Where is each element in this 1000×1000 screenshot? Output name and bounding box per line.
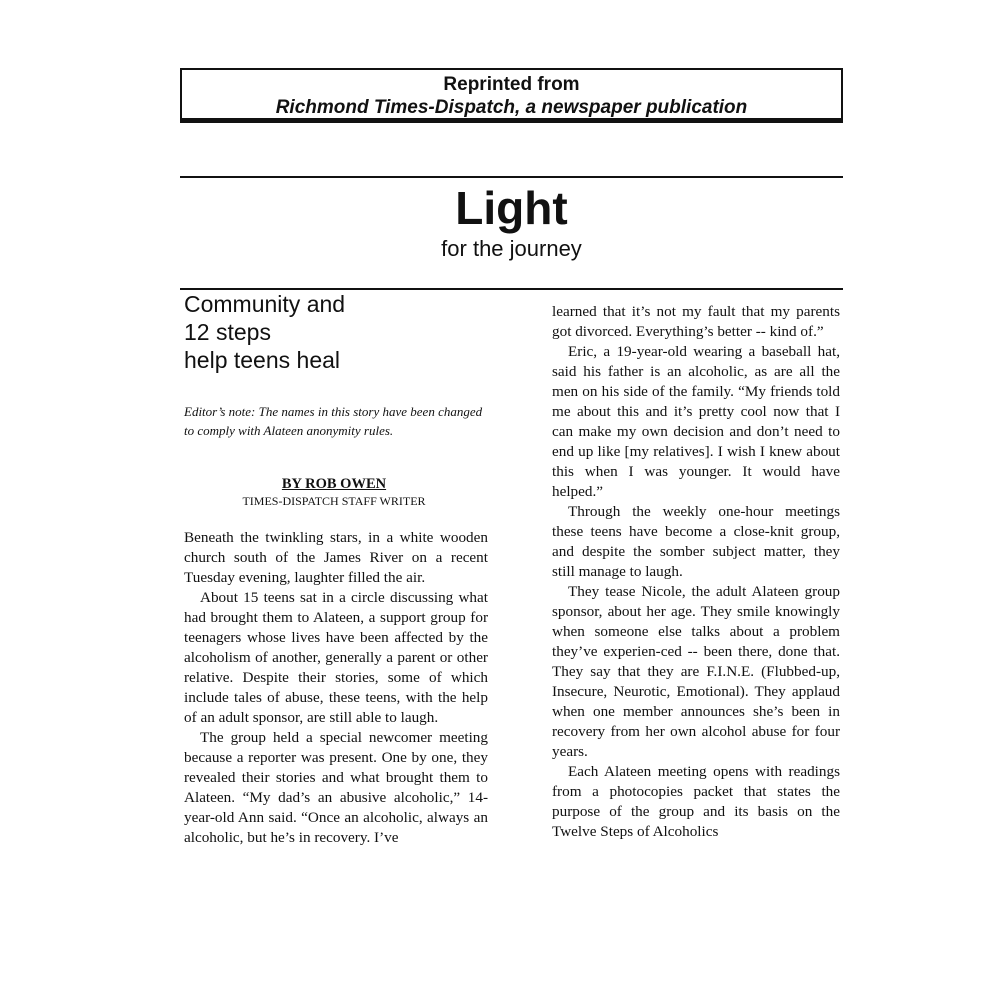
editors-note: Editor’s note: The names in this story have been changed to comply with Alateen anonymity rules. xyxy=(184,404,483,438)
paragraph: Through the weekly one-hour meetings these teens have become a close-knit group, and despite the somber subject matter, they still manage to laugh. xyxy=(552,503,840,580)
deck-line: 12 steps xyxy=(184,319,271,345)
subheadline: for the journey xyxy=(441,236,582,261)
paragraph: About 15 teens sat in a circle discussing what had brought them to Alateen, a support group for teenagers whose lives have been affected by the alcoholism of another, generally a parent or other relative. Despite their stories, some of which include tales of abuse, these teens, with the help of an adult sponsor, are still able to laugh. xyxy=(184,589,488,726)
paragraph: learned that it’s not my fault that my parents got divorced. Everything’s better -- kind of.” xyxy=(552,303,840,340)
reprint-banner xyxy=(180,68,843,123)
headline: Light xyxy=(455,182,568,234)
paragraph: They tease Nicole, the adult Alateen group sponsor, about her age. They smile knowingly when someone else talks about a problem they’ve experien-ced -- been there, done that. They say that they are F.I.N.E. (Flubbed-up, Insecure, Neurotic, Emotional). They applaud when one member announces she’s been in recovery from her own alcohol abuse for four years. xyxy=(552,583,840,760)
paragraph: Each Alateen meeting opens with readings from a photocopies packet that states the purpose of the group and its basis on the Twelve Steps of Alcoholics xyxy=(552,763,840,840)
headline-top-rule xyxy=(180,176,843,178)
reprint-banner-line1: Reprinted from xyxy=(443,74,580,95)
article-column-2 xyxy=(552,302,840,842)
deck-line: help teens heal xyxy=(184,347,341,373)
paragraph: The group held a special newcomer meeting because a reporter was present. One by one, they revealed their stories and what brought them to Alateen. “My dad’s an abusive alcoholic,” 14-year-old Ann said. “Once an alcoholic, always an alcoholic, but he’s in recovery. I’ve xyxy=(184,729,488,846)
deck-line: Community and xyxy=(184,291,346,317)
article-deck xyxy=(184,290,484,374)
article-column-1 xyxy=(184,528,488,848)
paragraph: Beneath the twinkling stars, in a white wooden church south of the James River on a recent Tuesday evening, laughter filled the air. xyxy=(184,529,488,586)
reprint-banner-line2: Richmond Times-Dispatch, a newspaper publication xyxy=(275,97,748,118)
byline: BY ROB OWEN xyxy=(281,476,387,492)
paragraph: Eric, a 19-year-old wearing a baseball hat, said his father is an alcoholic, as are all the men on his side of the family. “My friends told me about this and it’s pretty cool now that I can make my own decision and don’t need to end up like [my relatives]. I wish I knew about this when I was younger. It would have helped.” xyxy=(552,343,840,500)
byline-title: TIMES-DISPATCH STAFF WRITER xyxy=(242,494,426,508)
